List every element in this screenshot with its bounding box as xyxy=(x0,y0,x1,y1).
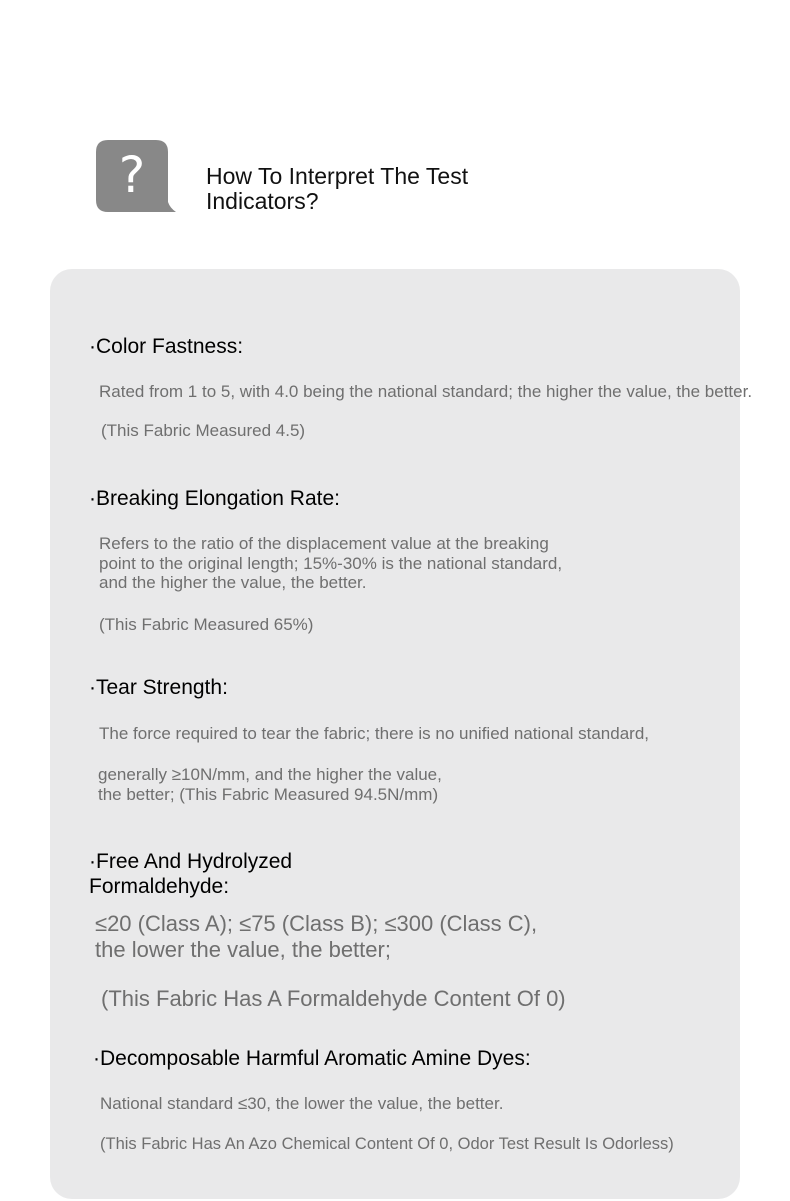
section-measured-tear-strength: generally ≥10N/mm, and the higher the value, the better; (This Fabric Measured 94.5N/mm) xyxy=(98,765,442,804)
section-title-color-fastness: ·Color Fastness: xyxy=(89,335,244,358)
section-description-formaldehyde: ≤20 (Class A); ≤75 (Class B); ≤300 (Class C), the lower the value, the better; xyxy=(95,911,538,962)
section-measured-aromatic-amine-dyes: (This Fabric Has An Azo Chemical Content Of 0, Odor Test Result Is Odorless) xyxy=(100,1135,674,1153)
page-title: How To Interpret The Test Indicators? xyxy=(206,163,469,214)
section-measured-color-fastness: (This Fabric Measured 4.5) xyxy=(101,421,306,440)
section-measured-formaldehyde: (This Fabric Has A Formaldehyde Content Of 0) xyxy=(101,986,566,1011)
section-title-tear-strength: ·Tear Strength: xyxy=(89,676,228,699)
section-description-aromatic-amine-dyes: National standard ≤30, the lower the value, the better. xyxy=(100,1094,504,1113)
section-title-aromatic-amine-dyes: ·Decomposable Harmful Aromatic Amine Dyes: xyxy=(93,1047,531,1070)
section-measured-breaking-elongation: (This Fabric Measured 65%) xyxy=(99,615,314,634)
question-bubble-icon xyxy=(96,140,176,212)
section-title-breaking-elongation: ·Breaking Elongation Rate: xyxy=(89,487,340,510)
section-description-tear-strength: The force required to tear the fabric; there is no unified national standard, xyxy=(99,724,649,743)
section-title-formaldehyde: ·Free And Hydrolyzed Formaldehyde: xyxy=(89,850,293,898)
question-mark-glyph: ? xyxy=(118,146,146,204)
section-description-color-fastness: Rated from 1 to 5, with 4.0 being the national standard; the higher the value, the better. xyxy=(99,382,753,401)
section-description-breaking-elongation: Refers to the ratio of the displacement value at the breaking point to the original length; 15%-30% is the national standard, and the higher the value, the better. xyxy=(99,534,563,592)
